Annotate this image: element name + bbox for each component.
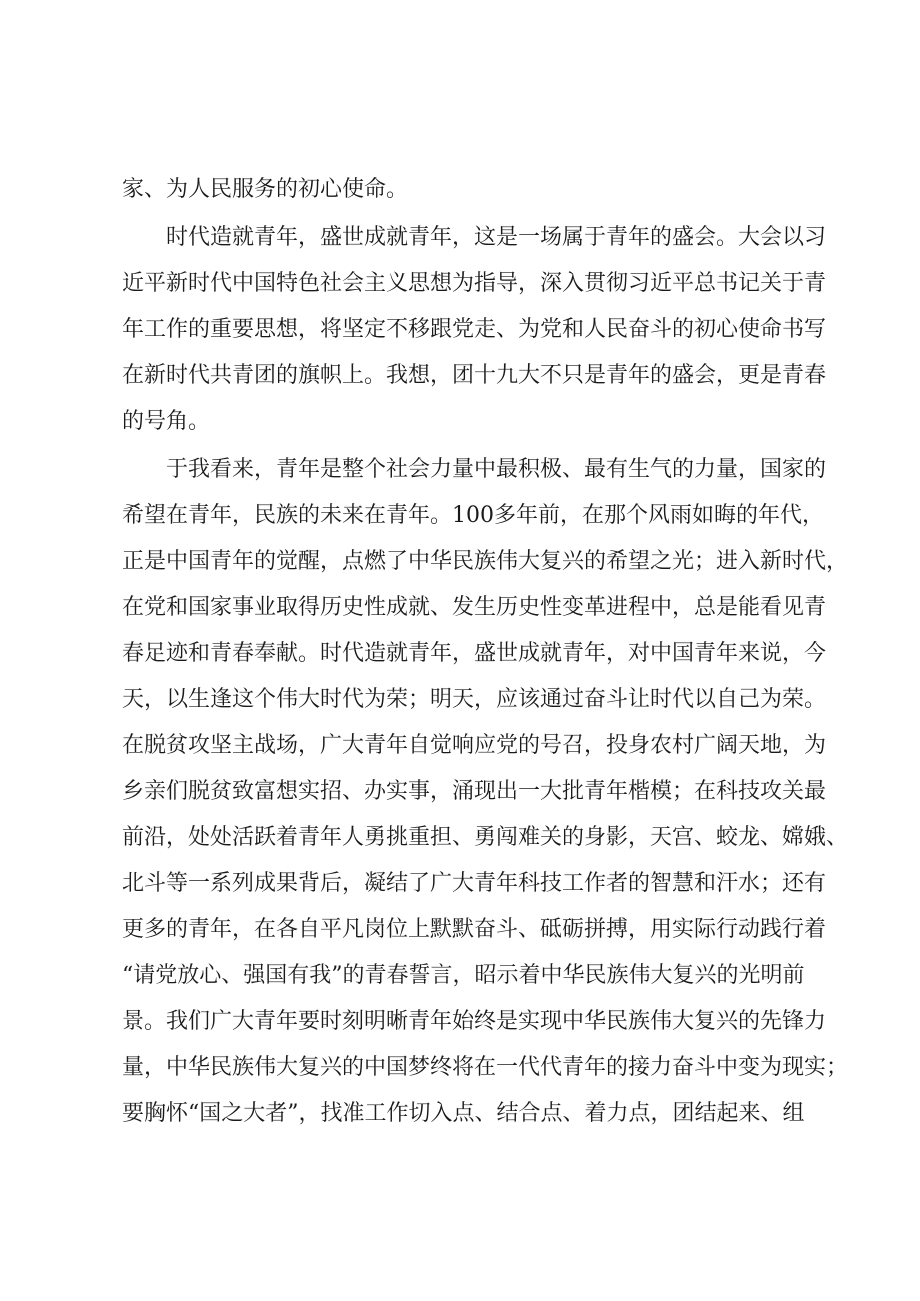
paragraph-1-line-5: 的号角。	[122, 409, 211, 434]
paragraph-2-line-9: 前沿，处处活跃着青年人勇挑重担、勇闯难关的身影，天宫、蛟龙、嫦娥、	[122, 825, 849, 850]
paragraph-2-line-11: 更多的青年，在各自平凡岗位上默默奋斗、砥砺拼搏，用实际行动践行着	[122, 917, 827, 942]
paragraph-2-line-6: 天，以生逢这个伟大时代为荣；明天，应该通过奋斗让时代以自己为荣。	[122, 687, 827, 712]
paragraph-2-line-4: 在党和国家事业取得历史性成就、发生历史性变革进程中，总是能看见青	[122, 595, 827, 620]
paragraph-2-line-7: 在脱贫攻坚主战场，广大青年自觉响应党的号召，投身农村广阔天地，为	[122, 733, 827, 758]
paragraph-2-line-2: 希望在青年，民族的未来在青年。100多年前，在那个风雨如晦的年代，	[122, 503, 824, 528]
paragraph-2-line-14: 量，中华民族伟大复兴的中国梦终将在一代代青年的接力奋斗中变为现实；	[122, 1055, 849, 1080]
paragraph-2-line-5: 春足迹和青春奉献。时代造就青年，盛世成就青年，对中国青年来说，今	[122, 641, 827, 666]
paragraph-2-line-10: 北斗等一系列成果背后，凝结了广大青年科技工作者的智慧和汗水；还有	[122, 871, 827, 896]
paragraph-2-line-13: 景。我们广大青年要时刻明晰青年始终是实现中华民族伟大复兴的先锋力	[122, 1009, 827, 1034]
text-line-1: 家、为人民服务的初心使命。	[122, 177, 409, 202]
paragraph-2-line-1: 于我看来，青年是整个社会力量中最积极、最有生气的力量，国家的	[166, 457, 827, 482]
paragraph-1-line-3: 年工作的重要思想，将坚定不移跟党走、为党和人民奋斗的初心使命书写	[122, 317, 827, 342]
paragraph-2-line-3: 正是中国青年的觉醒，点燃了中华民族伟大复兴的希望之光；进入新时代，	[122, 549, 849, 574]
paragraph-1-line-4: 在新时代共青团的旗帜上。我想，团十九大不只是青年的盛会，更是青春	[122, 363, 827, 388]
paragraph-2-line-15: 要胸怀“国之大者”，找准工作切入点、结合点、着力点，团结起来、组	[122, 1101, 805, 1126]
paragraph-2-line-8: 乡亲们脱贫致富想实招、办实事，涌现出一大批青年楷模；在科技攻关最	[122, 779, 827, 804]
paragraph-2-line-12: “请党放心、强国有我”的青春誓言，昭示着中华民族伟大复兴的光明前	[122, 963, 805, 988]
paragraph-1-line-2: 近平新时代中国特色社会主义思想为指导，深入贯彻习近平总书记关于青	[122, 271, 827, 296]
paragraph-1-line-1: 时代造就青年，盛世成就青年，这是一场属于青年的盛会。大会以习	[166, 225, 827, 250]
